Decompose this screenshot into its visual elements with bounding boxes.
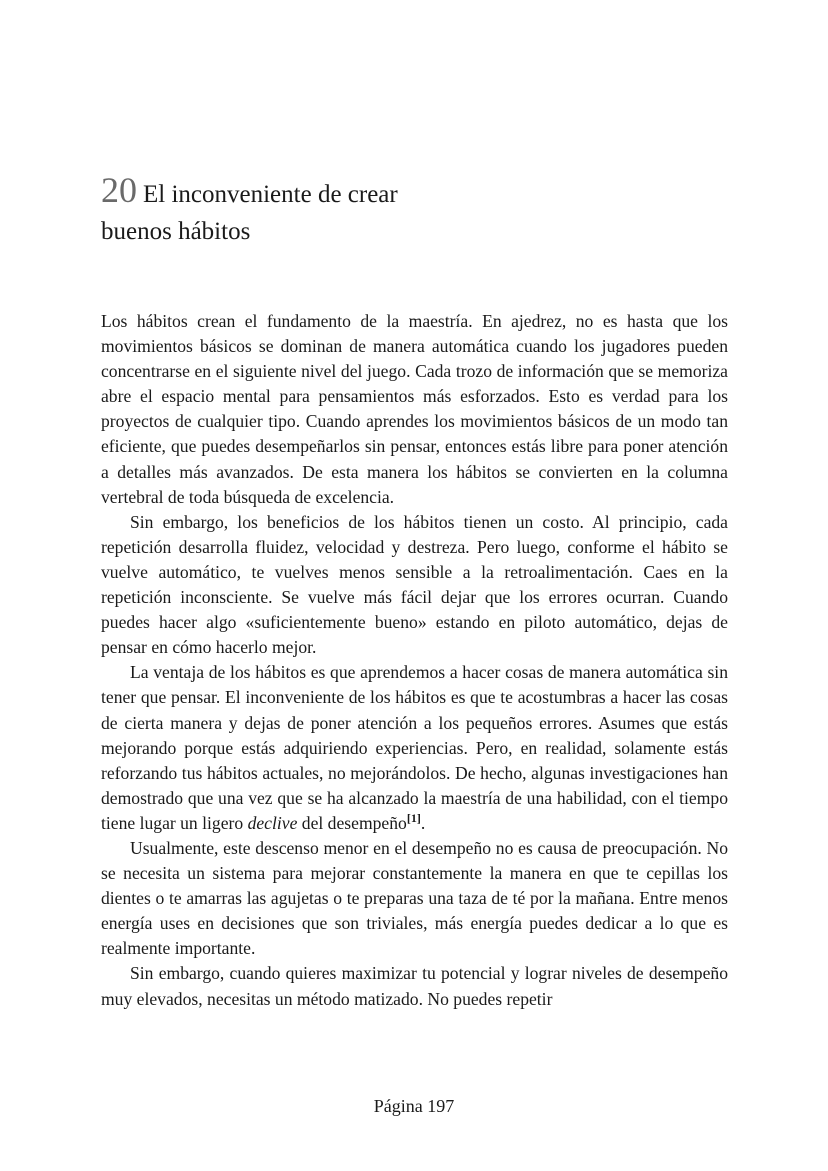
paragraph-text: del desempeño (297, 812, 407, 833)
paragraph: Sin embargo, los beneficios de los hábitos tienen un costo. Al principio, cada repetición desarrolla fluidez, velocidad y destreza. Pero luego, conforme el hábito se vuelve automático, te vuelves menos sensible a la retroalimentación. Caes en la repetición inconsciente. Se vuelve más fácil dejar que los errores ocurran. Cuando puedes hacer algo «suficientemente bueno» estando en piloto automático, dejas de pensar en cómo hacerlo mejor. (101, 511, 728, 658)
chapter-number: 20 (101, 170, 137, 210)
footnote-link[interactable]: [1] (406, 811, 421, 826)
paragraph (101, 660, 728, 836)
emphasized-word: declive (247, 812, 298, 833)
paragraph-text: La ventaja de los hábitos es que aprendemos a hacer cosas de manera automática sin tener que pensar. El inconveniente de los hábitos es que te acostumbras a hacer las cosas de cierta manera y dejas de poner atención a los pequeños errores. Asumes que estás mejorando porque estás adquiriendo experiencias. Pero, en realidad, solamente estás reforzando tus hábitos actuales, no mejorándolos. De hecho, algunas investigaciones han demostrado que una vez que se ha alcanzado la maestría de una habilidad, con el tiempo tiene lugar un ligero (101, 662, 728, 833)
paragraph: Usualmente, este descenso menor en el desempeño no es causa de preocupación. No se necesita un sistema para mejorar constantemente la manera en que te cepillas los dientes o te amarras las agujetas o te preparas una taza de té por la mañana. Entre menos energía uses en decisiones que son triviales, más energía puedes dedicar a lo que es realmente importante. (101, 837, 728, 959)
chapter-heading (101, 172, 601, 250)
paragraph-trailing: . (420, 812, 426, 833)
chapter-title-line1: El inconveniente de crear (143, 181, 398, 208)
paragraph: Los hábitos crean el fundamento de la maestría. En ajedrez, no es hasta que los movimientos básicos se dominan de manera automática cuando los jugadores pueden concentrarse en el siguiente nivel del juego. Cada trozo de información que se memoriza abre el espacio mental para pensamientos más esforzados. Esto es verdad para los proyectos de cualquier tipo. Cuando aprendes los movimientos básicos de un modo tan eficiente, que puedes desempeñarlos sin pensar, entonces estás libre para poner atención a detalles más avanzados. De esta manera los hábitos se convierten en la columna vertebral de toda búsqueda de excelencia. (101, 311, 728, 507)
paragraph: Sin embargo, cuando quieres maximizar tu potencial y lograr niveles de desempeño muy elevados, necesitas un método matizado. No puedes repetir (101, 963, 728, 1009)
chapter-body (101, 309, 728, 1012)
page-number: Página 197 (373, 1096, 455, 1116)
chapter-title-line2: buenos hábitos (101, 218, 251, 245)
